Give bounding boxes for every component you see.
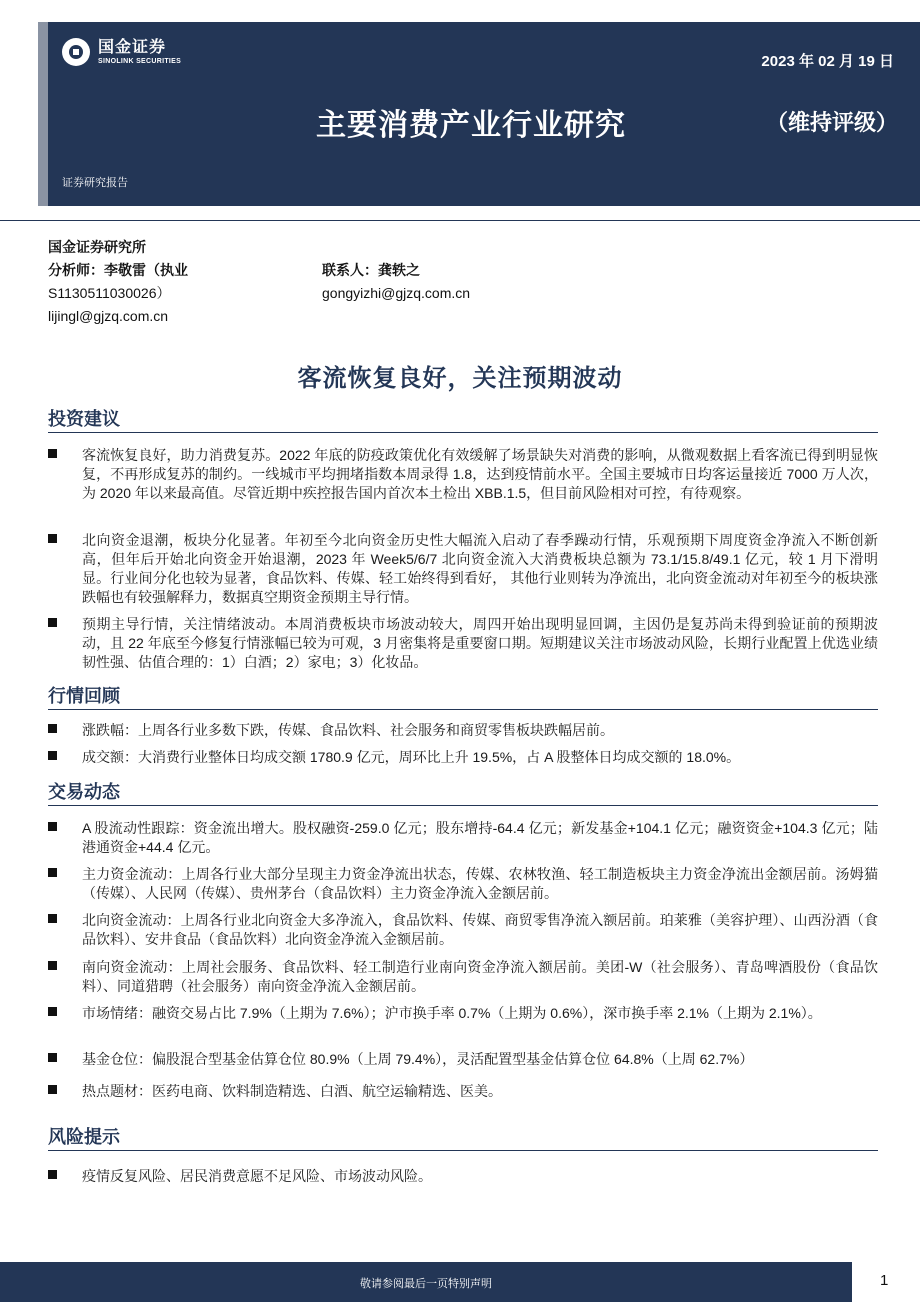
brand-name-cn: 国金证券 (98, 38, 167, 56)
bullet-text: 疫情反复风险、居民消费意愿不足风险、市场波动风险。 (82, 1168, 432, 1184)
report-headline: 客流恢复良好，关注预期波动 (297, 365, 623, 392)
bullet-square-icon (48, 819, 82, 857)
list-item (48, 446, 878, 503)
bullet-square-icon (48, 958, 82, 996)
contact-email[interactable]: gongyizhi@gjzq.com.cn (322, 285, 471, 301)
bullet-text: 北向资金退潮，板块分化显著。年初至今北向资金历史性大幅流入启动了春季躁动行情，乐观预期下周度资金净流入不断创新高，但年后开始北向资金开始退潮，2023 年 Week5/6/7 北向资金流入大消费板块总额为 73.1/15.8/49.1 亿元，较 1 月下滑明显。行业间分化也较为显著，食品饮料、传媒、轻工始终得到看好， 其他行业则转为净流出，北向资金流动对年初至今的板块涨跌幅也有较强解释力，数据真空期资金预期主导行情。 (82, 532, 878, 605)
list-item (48, 1082, 878, 1101)
brand-name-en: SINOLINK SECURITIES (98, 57, 182, 65)
section-title-market: 行情回顾 (48, 686, 120, 706)
bullet-text: 主力资金流动：上周各行业大部分呈现主力资金净流出状态，传媒、农林牧渔、轻工制造板块主力资金净流出金额居前。汤姆猫（传媒）、人民网（传媒）、贵州茅台（食品饮料）主力资金净流入金额居前。 (82, 866, 878, 901)
section-divider-market (48, 709, 878, 710)
bullet-square-icon (48, 911, 82, 949)
bullet-text: 客流恢复良好，助力消费复苏。2022 年底的防疫政策优化有效缓解了场景缺失对消费的影响，从微观数据上看客流已得到明显恢复，不再形成复苏的制约。一线城市平均拥堵指数本周录得 1.8，达到疫情前水平。全国主要城市日均客运量接近 7000 万人次，为 2020 年以来最高值。尽管近期中疾控报告国内首次本土检出 XBB.1.5，但目前风险相对可控，有待观察。 (82, 447, 878, 501)
bullet-square-icon (48, 1167, 82, 1186)
bullet-square-icon (48, 748, 82, 767)
bullet-text: 北向资金流动：上周各行业北向资金大多净流入，食品饮料、传媒、商贸零售净流入额居前。珀莱雅（美容护理）、山西汾酒（食品饮料）、安井食品（食品饮料）北向资金净流入金额居前。 (82, 912, 878, 947)
header-accent-stripe (38, 22, 48, 206)
bullet-square-icon (48, 531, 82, 607)
report-date: 2023 年 02 月 19 日 (761, 53, 894, 70)
report-type: 证券研究报告 (62, 177, 128, 189)
contact-name: 联系人：龚轶之 (322, 262, 420, 278)
bullet-text: A 股流动性跟踪：资金流出增大。股权融资-259.0 亿元；股东增持-64.4 亿元；新发基金+104.1 亿元；融资资金+104.3 亿元；陆港通资金+44.4 亿元。 (82, 820, 878, 855)
section-divider-trading (48, 805, 878, 806)
analyst-license: S1130511030026） (48, 285, 171, 301)
sinolink-logo-icon (62, 38, 90, 66)
section-title-trading: 交易动态 (48, 782, 120, 802)
bullet-square-icon (48, 1050, 82, 1069)
footer-disclaimer: 敬请参阅最后一页特别声明 (360, 1277, 492, 1290)
list-item (48, 911, 878, 949)
contact-block (322, 259, 470, 305)
brand-logo (62, 38, 181, 66)
bullet-text: 预期主导行情，关注情绪波动。本周消费板块市场波动较大，周四开始出现明显回调，主因仍是复苏尚未得到验证前的预期波动，且 22 年底至今修复行情涨幅已较为可观，3 月密集将是重要窗口期。短期建议关注市场波动风险，长期行业配置上优选业绩韧性强、估值合理的：1）白酒；2）家电；3）化妆品。 (82, 616, 878, 670)
analyst-email[interactable]: lijingl@gjzq.com.cn (48, 308, 169, 324)
analyst-name: 分析师：李敬雷（执业 (48, 262, 188, 278)
section-title-invest: 投资建议 (48, 409, 120, 429)
bullet-text: 基金仓位：偏股混合型基金估算仓位 80.9%（上周 79.4%），灵活配置型基金估算仓位 64.8%（上周 62.7%） (82, 1051, 754, 1067)
bullet-square-icon (48, 1004, 82, 1023)
list-item (48, 615, 878, 672)
institute-name: 国金证券研究所 (48, 239, 146, 255)
section-divider-risk (48, 1150, 878, 1151)
section-divider-invest (48, 432, 878, 433)
list-item (48, 1004, 878, 1023)
analyst-block (48, 236, 188, 328)
list-item (48, 721, 878, 740)
bullet-square-icon (48, 865, 82, 903)
page-number: 1 (880, 1272, 889, 1289)
rating-label: （维持评级） (766, 110, 899, 135)
list-item (48, 1050, 878, 1069)
list-item (48, 958, 878, 996)
report-title: 主要消费产业行业研究 (316, 109, 626, 142)
bullet-square-icon (48, 615, 82, 672)
list-item (48, 748, 878, 767)
list-item (48, 531, 878, 607)
header-divider (0, 220, 920, 221)
bullet-text: 成交额：大消费行业整体日均成交额 1780.9 亿元，周环比上升 19.5%，占 A 股整体日均成交额的 18.0%。 (82, 749, 741, 765)
list-item (48, 819, 878, 857)
bullet-text: 南向资金流动：上周社会服务、食品饮料、轻工制造行业南向资金净流入额居前。美团-W（社会服务）、青岛啤酒股份（食品饮料）、同道猎聘（社会服务）南向资金净流入金额居前。 (82, 959, 878, 994)
bullet-square-icon (48, 446, 82, 503)
bullet-text: 热点题材：医药电商、饮料制造精选、白酒、航空运输精选、医美。 (82, 1083, 502, 1099)
bullet-square-icon (48, 1082, 82, 1101)
list-item (48, 1167, 878, 1186)
section-title-risk: 风险提示 (48, 1127, 120, 1147)
bullet-text: 涨跌幅：上周各行业多数下跌，传媒、食品饮料、社会服务和商贸零售板块跌幅居前。 (82, 722, 614, 738)
bullet-square-icon (48, 721, 82, 740)
bullet-text: 市场情绪：融资交易占比 7.9%（上期为 7.6%）；沪市换手率 0.7%（上期为 0.6%），深市换手率 2.1%（上期为 2.1%）。 (82, 1005, 822, 1021)
list-item (48, 865, 878, 903)
